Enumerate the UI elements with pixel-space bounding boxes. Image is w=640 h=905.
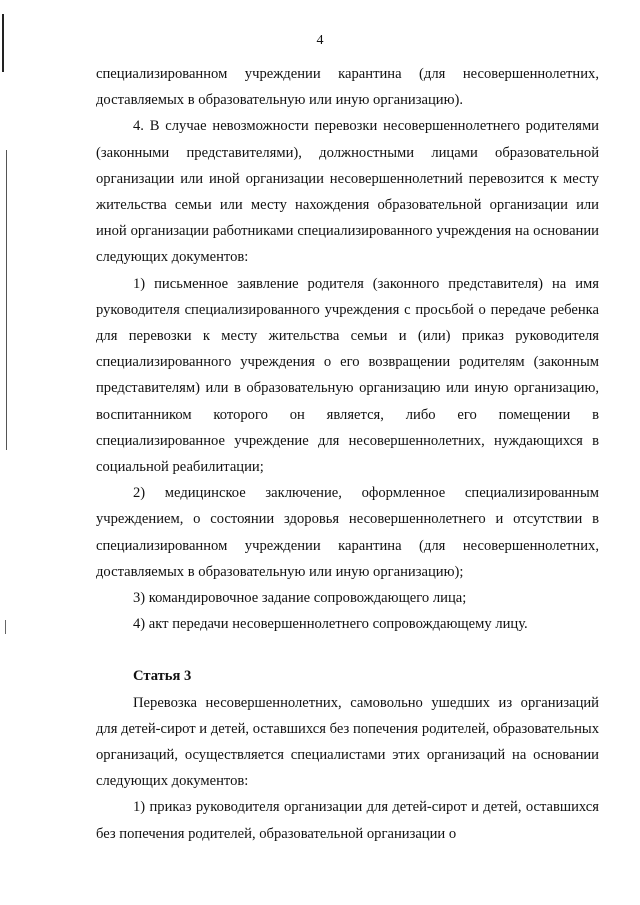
article-list-item-1: 1) приказ руководителя организации для детей-сирот и детей, оставшихся без попечения родителей, образовательной организации о	[96, 799, 599, 842]
list-item-3: 3) командировочное задание сопровождающего лица;	[133, 590, 467, 607]
page-number: 4	[316, 33, 324, 48]
list-item-4: 4) акт передачи несовершеннолетнего сопровождающему лицу.	[133, 616, 528, 633]
list-item-2: 2) медицинское заключение, оформленное специализированным учреждением, о состоянии здоровья несовершеннолетнего и отсутствии в специализированном учреждении карантина (для несовершеннолетних, доставляемых в образовательную или иную организацию);	[96, 485, 599, 580]
document-body	[96, 61, 599, 847]
scan-edge-mark	[5, 620, 6, 634]
article-paragraph: Перевозка несовершеннолетних, самовольно ушедших из организаций для детей-сирот и детей, оставшихся без попечения родителей, образовательных организаций, осуществляется специалистами этих организаций на основании следующих документов:	[96, 694, 599, 790]
scan-edge-mark	[6, 150, 7, 450]
list-item-1: 1) письменное заявление родителя (законного представителя) на имя руководителя специализированного учреждения с просьбой о передаче ребенка для перевозки к месту жительства семьи и (или) приказ руководителя специализированного учреждения о его возвращении родителям (законным представителям) или в образовательную организацию или иную организацию, воспитанником которого он является, либо его помещении в специализированное учреждение для несовершеннолетних, нуждающихся в социальной реабилитации;	[96, 275, 599, 476]
article-heading: Статья 3	[133, 668, 192, 685]
paragraph-item-4: 4. В случае невозможности перевозки несовершеннолетнего родителями (законными представителями), должностными лицами образовательной организации или иной организации несовершеннолетний перевозится к месту жительства семьи или месту нахождения образовательной организации или иной организации работниками специализированного учреждения на основании следующих документов:	[96, 118, 599, 266]
paragraph-continuation: специализированном учреждении карантина (для несовершеннолетних, доставляемых в образовательную или иную организацию).	[96, 66, 599, 109]
